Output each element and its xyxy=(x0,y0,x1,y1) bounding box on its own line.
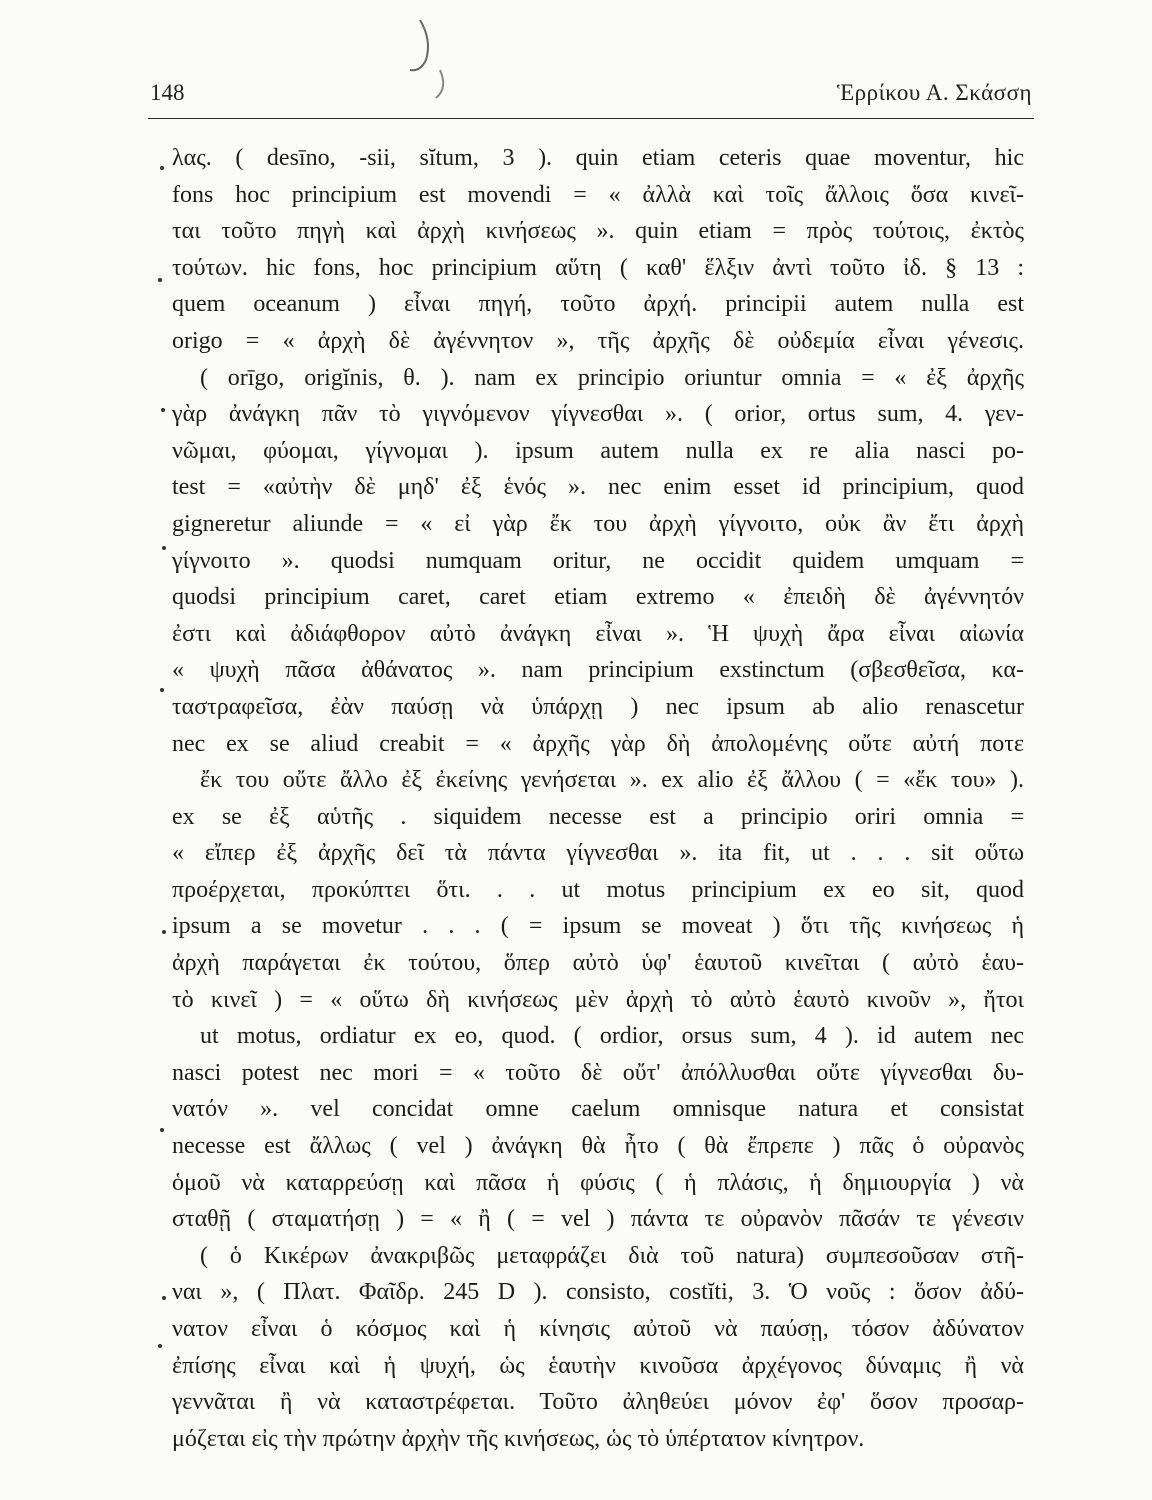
scan-mark xyxy=(410,20,428,70)
text-line: gigneretur aliunde = « εἰ γὰρ ἔκ του ἀρχὴ γίγνοιτο, οὐκ ἂν ἔτι ἀρχὴ xyxy=(172,510,1024,537)
margin-speck xyxy=(158,1344,162,1348)
text-line: necesse est ἄλλως ( vel ) ἀνάγκη θὰ ἦτο ( θὰ ἔπρεπε ) πᾶς ὁ οὐρανὸς xyxy=(172,1133,1024,1160)
body-text xyxy=(172,140,1024,1457)
text-line: ταστραφεῖσα, ἐὰν παύσῃ νὰ ὑπάρχῃ ) nec ipsum ab alio renascetur xyxy=(172,693,1024,720)
text-line: τὸ κινεῖ ) = « οὕτω δὴ κινήσεως μὲν ἀρχὴ τὸ αὐτὸ ἑαυτὸ κινοῦν », ἤτοι xyxy=(172,986,1024,1013)
text-line: σταθῇ ( σταματήσῃ ) = « ἢ ( = vel ) πάντα τε οὐρανὸν πᾶσάν τε γένεσιν xyxy=(172,1206,1024,1233)
text-line: « εἴπερ ἐξ ἀρχῆς δεῖ τὰ πάντα γίγνεσθαι ». ita fit, ut . . . sit οὕτω xyxy=(172,840,1024,867)
margin-speck xyxy=(161,408,165,412)
text-line: μόζεται εἰς τὴν πρώτην ἀρχὴν τῆς κινήσεως, ὡς τὸ ὑπέρτατον κίνητρον. xyxy=(172,1425,865,1452)
text-line: ἀρχὴ παράγεται ἐκ τούτου, ὅπερ αὐτὸ ὑφ' ἑαυτοῦ κινεῖται ( αὐτὸ ἑαυ- xyxy=(172,950,1024,977)
text-line: νατον εἶναι ὁ κόσμος καὶ ἡ κίνησις αὐτοῦ νὰ παύσῃ, τόσον ἀδύνατον xyxy=(172,1316,1024,1342)
page-number: 148 xyxy=(150,80,185,105)
text-line: quem oceanum ) εἶναι πηγή, τοῦτο ἀρχή. principii autem nulla est xyxy=(172,291,1024,318)
text-line: τούτων. hic fons, hoc principium αὕτη ( καθ' ἕλξιν ἀντὶ τοῦτο ἰδ. § 13 : xyxy=(172,254,1024,281)
text-line: ex se ἐξ αὑτῆς . siquidem necesse est a principio oriri omnia = xyxy=(172,803,1024,830)
margin-speck xyxy=(162,546,166,550)
margin-speck xyxy=(162,1296,166,1300)
text-line: ται τοῦτο πηγὴ καὶ ἀρχὴ κινήσεως ». quin etiam = πρὸς τούτοις, ἐκτὸς xyxy=(172,218,1024,245)
text-line: ( ὁ Κικέρων ἀνακριβῶς μεταφράζει διὰ τοῦ natura) συμπεσοῦσαν στῆ- xyxy=(200,1242,1024,1269)
running-head xyxy=(150,76,1032,112)
text-line: « ψυχὴ πᾶσα ἀθάνατος ». nam principium exstinctum (σβεσθεῖσα, κα- xyxy=(172,657,1024,684)
text-line: nec ex se aliud creabit = « ἀρχῆς γὰρ δὴ ἀπολομένης οὔτε αὐτή ποτε xyxy=(172,730,1024,757)
text-line: ipsum a se movetur . . . ( = ipsum se moveat ) ὅτι τῆς κινήσεως ἡ xyxy=(172,913,1024,940)
text-line: nasci potest nec mori = « τοῦτο δὲ οὔτ' ἀπόλλυσθαι οὔτε γίγνεσθαι δυ- xyxy=(172,1059,1024,1086)
text-line: test = «αὐτὴν δὲ μηδ' ἐξ ἑνός ». nec enim esset id principium, quod xyxy=(172,474,1024,501)
text-line: γίγνοιτο ». quodsi numquam oritur, ne occidit quidem umquam = xyxy=(172,547,1024,574)
header-rule xyxy=(148,118,1034,119)
text-line: ( orīgo, origĭnis, θ. ). nam ex principio oriuntur omnia = « ἐξ ἀρχῆς xyxy=(200,364,1024,391)
text-line: γὰρ ἀνάγκη πᾶν τὸ γιγνόμενον γίγνεσθαι ». ( orior, ortus sum, 4. γεν- xyxy=(172,401,1024,428)
margin-speck xyxy=(162,930,166,934)
header-author: Ἑρρίκου Α. Σκάσση xyxy=(836,80,1032,105)
text-line: προέρχεται, προκύπτει ὅτι. . . ut motus principium ex eo sit, quod xyxy=(172,876,1024,903)
text-line: νατόν ». vel concidat omne caelum omnisque natura et consistat xyxy=(172,1096,1024,1123)
margin-speck xyxy=(160,166,164,170)
text-line: ut motus, ordiatur ex eo, quod. ( ordior, orsus sum, 4 ). id autem nec xyxy=(200,1023,1024,1050)
text-line: ναι », ( Πλατ. Φαῖδρ. 245 D ). consisto, costĭti, 3. Ὁ νοῦς : ὅσον ἀδύ- xyxy=(172,1279,1024,1306)
text-line: origo = « ἀρχὴ δὲ ἀγέννητον », τῆς ἀρχῆς δὲ οὐδεμία εἶναι γένεσις. xyxy=(172,327,1024,354)
text-line: ἐπίσης εἶναι καὶ ἡ ψυχή, ὡς ἑαυτὴν κινοῦσα ἀρχέγονος δύναμις ἢ νὰ xyxy=(172,1352,1024,1379)
text-line: γεννᾶται ἢ νὰ καταστρέφεται. Τοῦτο ἀληθεύει μόνον ἐφ' ὅσον προσαρ- xyxy=(172,1389,1024,1416)
text-line: quodsi principium caret, caret etiam extremo « ἐπειδὴ δὲ ἀγέννητόν xyxy=(172,584,1024,611)
margin-speck xyxy=(160,688,164,692)
margin-speck xyxy=(160,1128,164,1132)
text-line: νῶμαι, φύομαι, γίγνομαι ). ipsum autem nulla ex re alia nasci po- xyxy=(172,437,1024,464)
margin-speck xyxy=(158,278,162,282)
text-line: ὁμοῦ νὰ καταρρεύσῃ καὶ πᾶσα ἡ φύσις ( ἡ πλάσις, ἡ δημιουργία ) νὰ xyxy=(172,1169,1024,1196)
text-line: λας. ( desīno, -sii, sĭtum, 3 ). quin etiam ceteris quae moventur, hic xyxy=(172,145,1024,171)
text-line: ἐστι καὶ ἀδιάφθορον αὐτὸ ἀνάγκη εἶναι ». Ἡ ψυχὴ ἄρα εἶναι αἰωνία xyxy=(172,620,1024,647)
text-line: ἔκ του οὔτε ἄλλο ἐξ ἐκείνης γενήσεται ». ex alio ἐξ ἄλλου ( = «ἔκ του» ). xyxy=(200,767,1024,794)
text-line: fons hoc principium est movendi = « ἀλλὰ καὶ τοῖς ἄλλοις ὅσα κινεῖ- xyxy=(172,181,1024,208)
